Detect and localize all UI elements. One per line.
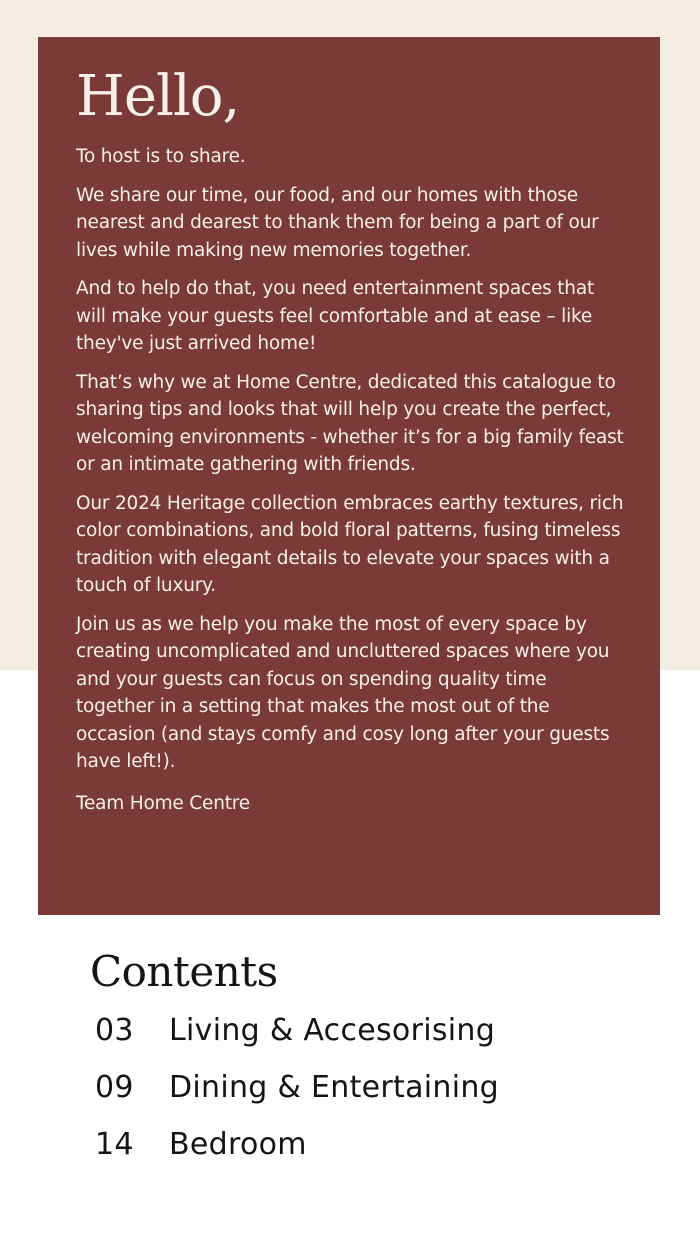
contents-item-bedroom[interactable] (90, 1125, 650, 1182)
contents-item-title: Bedroom (169, 1127, 307, 1162)
letter-paragraph: That’s why we at Home Centre, dedicated this catalogue to sharing tips and looks that will help you create the perfect, welcoming environments - whether it’s for a big family feast or an intimate gathering with friends. (76, 371, 624, 475)
letter-paragraph: And to help do that, you need entertainment spaces that will make your guests feel comfortable and at ease – like they've just arrived home! (76, 278, 595, 354)
contents-list (90, 1011, 650, 1182)
contents-item-title: Living & Accesorising (169, 1013, 496, 1048)
contents-item-page-number: 03 (95, 1013, 134, 1048)
letter-paragraph: We share our time, our food, and our homes with those nearest and dearest to thank them for being a part of our lives while making new memories together. (76, 184, 599, 261)
letter-signoff: Team Home Centre (76, 792, 250, 814)
contents-item-title: Dining & Entertaining (169, 1070, 500, 1105)
letter-paragraph: To host is to share. (76, 146, 246, 167)
contents-item-page-number: 09 (95, 1070, 134, 1105)
letter-paragraph: Join us as we help you make the most of every space by creating uncomplicated and uncluttered spaces where you and your guests can focus on spending quality time together in a setting that makes the most out of the occasion (and stays comfy and cosy long after your guests have left!). (76, 613, 610, 772)
contents-item-living[interactable] (90, 1011, 650, 1068)
letter-paragraph: Our 2024 Heritage collection embraces earthy textures, rich color combinations, and bold floral patterns, fusing timeless tradition with elegant details to elevate your spaces with a touch of luxury. (76, 492, 624, 596)
welcome-letter-panel (38, 37, 660, 915)
contents-section (90, 945, 650, 1182)
contents-item-page-number: 14 (95, 1127, 134, 1162)
contents-title: Contents (90, 947, 278, 996)
letter-greeting: Hello, (76, 64, 240, 129)
contents-item-dining[interactable] (90, 1068, 650, 1125)
